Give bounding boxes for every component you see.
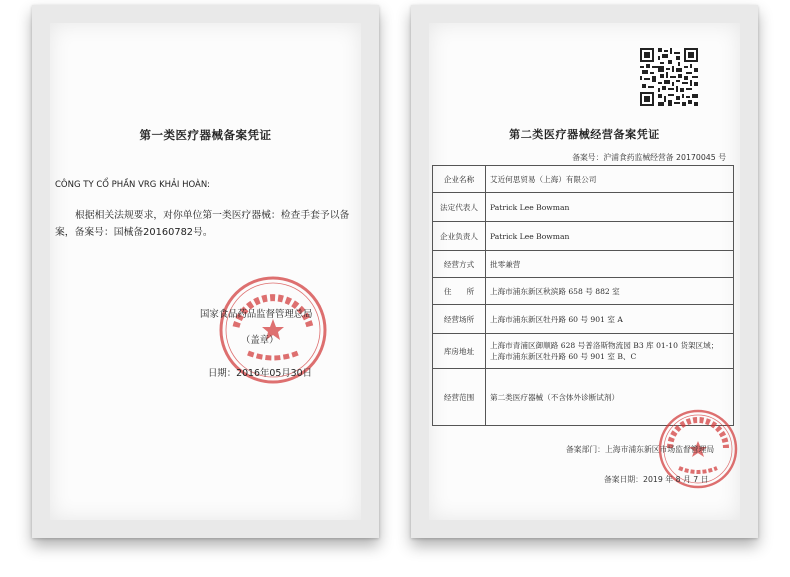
row-value: 上海市浦东新区牡丹路 60 号 901 室 A — [486, 305, 734, 334]
row-value: 艾近何思贸易（上海）有限公司 — [486, 166, 734, 193]
row-value: 批零兼营 — [486, 251, 734, 278]
row-label: 库房地址 — [433, 334, 486, 369]
qr-code — [640, 48, 698, 106]
row-value: 第二类医疗器械（不含体外诊断试剂） — [486, 369, 734, 426]
filing-department: 备案部门：上海市浦东新区市场监督管理局 — [566, 445, 715, 454]
certificate-frame-right — [411, 5, 758, 538]
row-value: Patrick Lee Bowman — [486, 222, 734, 251]
table-row — [433, 193, 734, 222]
table-row — [433, 251, 734, 278]
certificate-title: 第一类医疗器械备案凭证 — [139, 128, 272, 142]
certificate-title: 第二类医疗器械经营备案凭证 — [509, 128, 660, 141]
row-label: 企业负责人 — [433, 222, 486, 251]
row-value: 上海市浦东新区秋滨路 658 号 882 室 — [486, 278, 734, 305]
filing-number: 备案号：沪浦食药监械经营备 20170045 号 — [572, 153, 726, 162]
table-row — [433, 305, 734, 334]
issue-date: 日期：2016年05月30日 — [208, 368, 312, 379]
table-row — [433, 166, 734, 193]
row-value: Patrick Lee Bowman — [486, 193, 734, 222]
company-name: CÔNG TY CỔ PHẦN VRG KHẢI HOÀN: — [55, 180, 211, 190]
filing-date: 备案日期：2019 年 8 月 7 日 — [604, 475, 709, 484]
row-label: 经营范围 — [433, 369, 486, 426]
table-row — [433, 222, 734, 251]
certificate-page-left — [50, 23, 361, 520]
row-value — [486, 334, 734, 369]
registration-table — [432, 165, 734, 426]
issuing-authority: 国家食品药品监督管理总局 — [200, 309, 313, 320]
warehouse-address-2: 上海市浦东新区牡丹路 60 号 901 室 B、C — [490, 352, 637, 361]
row-label: 法定代表人 — [433, 193, 486, 222]
seal-label: （盖章） — [241, 335, 279, 346]
row-label: 经营方式 — [433, 251, 486, 278]
certificate-body-text: 根据相关法规要求，对你单位第一类医疗器械：检查手套予以备案，备案号：国械备20160782号。 — [55, 210, 350, 238]
row-label: 经营场所 — [433, 305, 486, 334]
certificate-frame-left — [32, 5, 379, 538]
table-row — [433, 334, 734, 369]
row-label: 住 所 — [433, 278, 486, 305]
row-label: 企业名称 — [433, 166, 486, 193]
table-row — [433, 278, 734, 305]
warehouse-address-1: 上海市青浦区御顺路 628 号普洛斯物流园 B3 库 01-10 货架区域； — [490, 341, 719, 350]
certificate-page-right — [429, 23, 740, 520]
